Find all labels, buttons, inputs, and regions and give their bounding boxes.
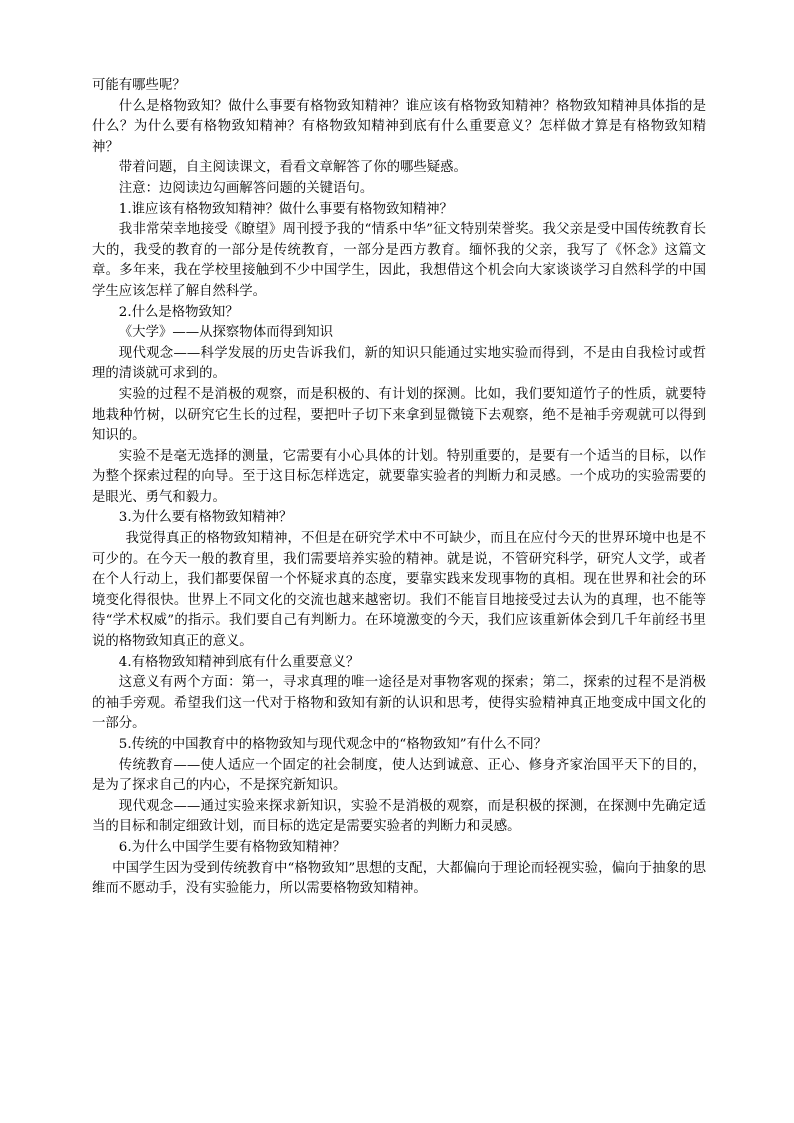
question-heading-3: 3.为什么要有格物致知精神？ — [118, 510, 293, 526]
paragraph-questions: 什么是格物致知？做什么事要有格物致知精神？谁应该有格物致知精神？格物致知精神具体指的是什么？为什么要有格物致知精神？有格物致知精神到底有什么重要意义？怎样做才算是有格物致知精神？ — [92, 98, 706, 155]
document-page — [92, 76, 706, 900]
paragraph-instruction: 带着问题，自主阅读课文，看看文章解答了你的哪些疑惑。 — [118, 160, 467, 176]
answer-paragraph-5b: 现代观念——通过实验来探求新知识，实验不是消极的观察，而是积极的探测，在探测中先确定适当的目标和制定细致计划，而目标的选定是需要实验者的判断力和灵感。 — [92, 798, 706, 835]
answer-paragraph-2d: 实验不是毫无选择的测量，它需要有小心具体的计划。特别重要的，是要有一个适当的目标，以作为整个探索过程的向导。至于这目标怎样选定，就要靠实验者的判断力和灵感。一个成功的实验需要的是眼光、勇气和毅力。 — [92, 448, 706, 505]
question-heading-6: 6.为什么中国学生要有格物致知精神？ — [118, 839, 346, 855]
answer-paragraph-2c: 实验的过程不是消极的观察，而是积极的、有计划的探测。比如，我们要知道竹子的性质，就要特地栽种竹树，以研究它生长的过程，要把叶子切下来拿到显微镜下去观察，绝不是袖手旁观就可以得到知识的。 — [92, 386, 706, 444]
answer-paragraph-1: 我非常荣幸地接受《瞭望》周刊授予我的“情系中华”征文特别荣誉奖。我父亲是受中国传统教育长大的，我受的教育的一部分是传统教育，一部分是西方教育。缅怀我的父亲，我写了《怀念》这篇文章。多年来，我在学校里接触到不少中国学生，因此，我想借这个机会向大家谈谈学习自然科学的中国学生应该怎样了解自然科学。 — [92, 222, 706, 299]
answer-paragraph-3: 我觉得真正的格物致知精神，不但是在研究学术中不可缺少，而且在应付今天的世界环境中也是不可少的。在今天一般的教育里，我们需要培养实验的精神。就是说，不管研究科学，研究人文学，或者在个人行动上，我们都要保留一个怀疑求真的态度，要靠实践来发现事物的真相。现在世界和社会的环境变化得很快。世界上不同文化的交流也越来越密切。我们不能盲目地接受过去认为的真理，也不能等待“学术权威”的指示。我们要自己有判断力。在环境激变的今天，我们应该重新体会到几千年前经书里说的格物致知真正的意义。 — [92, 531, 706, 650]
answer-paragraph-6: 中国学生因为受到传统教育中“格物致知”思想的支配，大都偏向于理论而轻视实验，偏向于抽象的思维而不愿动手，没有实验能力，所以需要格物致知精神。 — [92, 860, 706, 897]
paragraph-continuation: 可能有哪些呢？ — [92, 78, 186, 93]
answer-paragraph-5a: 传统教育——使人适应一个固定的社会制度，使人达到诚意、正心、修身齐家治国平天下的目的，是为了探求自己的内心，不是探究新知识。 — [92, 757, 706, 794]
question-heading-4: 4.有格物致知精神到底有什么重要意义？ — [118, 654, 360, 670]
question-heading-2: 2.什么是格物致知？ — [118, 304, 239, 320]
question-heading-5: 5.传统的中国教育中的格物致知与现代观念中的“格物致知”有什么不同？ — [118, 737, 547, 752]
paragraph-note: 注意：边阅读边勾画解答问题的关键语句。 — [118, 180, 374, 196]
answer-paragraph-2a: 《大学》——从探察物体而得到知识 — [118, 325, 334, 341]
answer-paragraph-2b: 现代观念——科学发展的历史告诉我们，新的知识只能通过实地实验而得到，不是由自我检讨或哲理的清谈就可求到的。 — [92, 345, 706, 382]
answer-paragraph-4: 这意义有两个方面：第一，寻求真理的唯一途径是对事物客观的探索；第二，探索的过程不是消极的袖手旁观。希望我们这一代对于格物和致知有新的认识和思考，使得实验精神真正地变成中国文化的一部分。 — [92, 675, 706, 732]
question-heading-1: 1.谁应该有格物致知精神？做什么事要有格物致知精神？ — [118, 201, 453, 217]
